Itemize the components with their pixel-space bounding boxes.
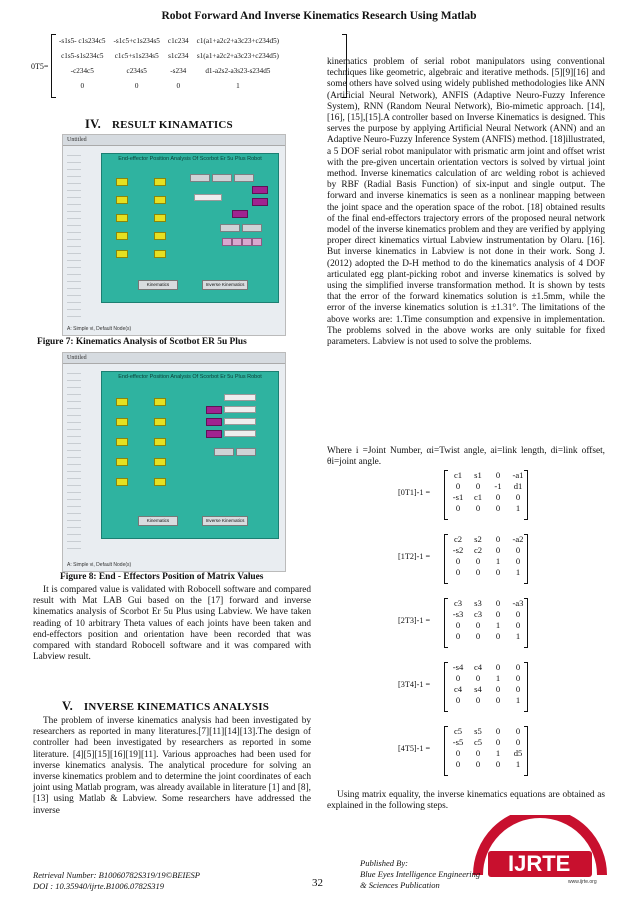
matrix-cell: c4 (473, 662, 483, 672)
matrix-cell: 1 (515, 567, 521, 577)
footer-left (33, 870, 200, 892)
position-readout (194, 194, 222, 201)
theta-input[interactable] (116, 250, 128, 258)
matrix-cell: c1 (453, 470, 463, 480)
matrix-cell: 0 (515, 726, 521, 736)
matrix-cell: 0 (475, 567, 481, 577)
matrix-cell: 0 (515, 556, 521, 566)
body-paragraph: The problem of inverse kinematics analysis had been investigated by researchers as reported in many literatures.[7][11][14][13].The design of controller had been investigated by researchers as reported in some literature. [4][5][15][16][19][11]. Various approaches had been used for inverse kinematics analysis. The analytical procedure for solving an inverse kinematics problem and to determine the joint coordinates of each joint using Matlab program, was already available in literature [1] and [8], [13] using Matlab & Labview. Some researchers have addressed the inverse (33, 716, 311, 816)
panel-title: End-effector Position Analysis Of Scorbot Er 5u Plus Robot (118, 374, 262, 380)
matrix-cell: 0 (495, 609, 501, 619)
matrix-cell: c234s5 (126, 67, 147, 76)
matrix-cell: -s234 (170, 67, 187, 76)
section-title: INVERSE KINEMATICS ANALYSIS (83, 701, 270, 713)
matrix-indicator (252, 198, 268, 206)
matrix-cell: 0 (455, 503, 461, 513)
analysis-panel (101, 371, 279, 539)
matrix-cell: 0 (495, 726, 501, 736)
matrix-cell: -c234c5 (70, 67, 94, 76)
matrix-cell: s2 (474, 534, 482, 544)
matrix-cell: 0 (80, 82, 85, 91)
matrix-cell (222, 238, 232, 246)
published-by: Published By: (360, 858, 408, 868)
matrix-cell: 0 (455, 695, 461, 705)
matrix-cell: 1 (515, 503, 521, 513)
theta-input[interactable] (154, 250, 166, 258)
matrix-cell: d5 (513, 748, 523, 758)
matrix-cell: 0 (475, 620, 481, 630)
theta-input[interactable] (116, 418, 128, 426)
inverse-matrix-equation (398, 594, 538, 654)
matrix-cell: 0 (515, 662, 521, 672)
footer-right (360, 858, 480, 891)
matrix-cell: 0 (475, 695, 481, 705)
matrix-cell: d1 (513, 481, 523, 491)
running-header: Robot Forward And Inverse Kinematics Research Using Matlab (161, 10, 477, 22)
analysis-panel (101, 153, 279, 303)
matrix-cell: -s1 (452, 492, 464, 502)
window-titlebar: Untitled (63, 353, 285, 364)
transform-matrix-0T5 (31, 32, 331, 104)
matrix-cell: 0 (475, 759, 481, 769)
theta-input[interactable] (116, 438, 128, 446)
matrix-label: 0T5= (31, 62, 49, 71)
section-number: V. (62, 699, 73, 713)
matrix-cell: 0 (455, 556, 461, 566)
matrix-cell: 0 (515, 620, 521, 630)
matrix-cell: 0 (495, 631, 501, 641)
status-bar: A: Simple vi, Default Node(s) (67, 326, 132, 332)
theta-input[interactable] (116, 232, 128, 240)
matrix-cell: 0 (495, 567, 501, 577)
theta-input[interactable] (154, 398, 166, 406)
inverse-matrix-equation (398, 530, 538, 590)
position-readout (224, 394, 256, 401)
body-paragraph: Using matrix equality, the inverse kinematics equations are obtained as explained in the following steps. (327, 790, 605, 812)
matrix-cell: -s1s5- c1s234c5 (59, 37, 106, 46)
theta-input[interactable] (154, 418, 166, 426)
kinematics-button[interactable]: Kinematics (138, 280, 178, 290)
publisher-line: & Sciences Publication (360, 880, 440, 890)
matrix-cell: 0 (475, 631, 481, 641)
matrix-cell: c5 (453, 726, 463, 736)
matrix-cell: s1 (474, 470, 482, 480)
retrieval-number: Retrieval Number: B10060782S319/19©BEIESP (33, 870, 200, 880)
matrix-table (448, 662, 528, 706)
matrix-cell: 0 (495, 684, 501, 694)
matrix-cell: 0 (515, 609, 521, 619)
status-bar: A: Simple vi, Default Node(s) (67, 562, 132, 568)
matrix-cell: c2 (473, 545, 483, 555)
matrix-cell: 0 (495, 545, 501, 555)
matrix-cell: -s4 (452, 662, 464, 672)
matrix-cell: 0 (515, 737, 521, 747)
matrix-cell: c1 (473, 492, 483, 502)
matrix-cell: c3 (453, 598, 463, 608)
inverse-matrix-equation (398, 658, 538, 718)
matrix-label: [0T1]-1 = (398, 488, 431, 497)
value-indicator (220, 224, 240, 232)
matrix-cell: 0 (495, 492, 501, 502)
matrix-label: [4T5]-1 = (398, 744, 431, 753)
matrix-cell: 0 (495, 662, 501, 672)
matrix-cell: d1-a2s2-a3s23-s234d5 (205, 67, 271, 76)
logo-abbr: IJRTE (508, 851, 571, 876)
theta-input[interactable] (116, 458, 128, 466)
matrix-cell: 0 (515, 684, 521, 694)
matrix-cell: s1(a1+a2c2+a3c23+c234d5) (196, 52, 279, 61)
theta-input[interactable] (154, 178, 166, 186)
matrix-table (448, 470, 528, 514)
matrix-label: [3T4]-1 = (398, 680, 431, 689)
matrix-cell: 0 (495, 695, 501, 705)
matrix-cell: c1c5+s1s234s5 (114, 52, 159, 61)
matrix-cell: 0 (475, 748, 481, 758)
value-indicator (236, 448, 256, 456)
grid-strip (67, 367, 81, 553)
position-readout (224, 418, 256, 425)
matrix-cell: 0 (495, 598, 501, 608)
matrix-cell: 1 (495, 556, 501, 566)
matrix-cell: 0 (495, 534, 501, 544)
grid-strip (67, 149, 81, 317)
matrix-cell: s1c234 (168, 52, 189, 61)
matrix-cell: 0 (475, 481, 481, 491)
kinematics-button[interactable]: Kinematics (138, 516, 178, 526)
theta-input[interactable] (116, 178, 128, 186)
matrix-cell (252, 238, 262, 246)
matrix-cell: c1(a1+a2c2+a3c23+c234d5) (196, 37, 280, 46)
inverse-kinematics-button[interactable]: Inverse Kinematics (202, 280, 248, 290)
theta-input[interactable] (154, 478, 166, 486)
section-number: IV. (85, 117, 102, 131)
matrix-cell: 0 (515, 673, 521, 683)
matrix-label: [1T2]-1 = (398, 552, 431, 561)
window-titlebar: Untitled (63, 135, 285, 146)
matrix-cell: 1 (495, 673, 501, 683)
matrix-cell: 0 (515, 492, 521, 502)
figure-7-screenshot (62, 134, 286, 336)
ijrte-logo (470, 815, 610, 885)
theta-input[interactable] (154, 458, 166, 466)
theta-input[interactable] (116, 196, 128, 204)
matrix-cell: c4 (453, 684, 463, 694)
matrix-cell: -s5 (452, 737, 464, 747)
value-indicator (190, 174, 210, 182)
matrix-cell: s5 (474, 726, 482, 736)
theta-input[interactable] (116, 398, 128, 406)
position-readout (224, 406, 256, 413)
matrix-cell: 0 (455, 759, 461, 769)
doi: DOI : 10.35940/ijrte.B1006.0782S319 (33, 881, 165, 891)
position-readout (224, 430, 256, 437)
matrix-cell: -s2 (452, 545, 464, 555)
matrix-cell: c3 (473, 609, 483, 619)
inverse-matrix-equation (398, 722, 538, 782)
matrix-cell: s3 (474, 598, 482, 608)
matrix-indicator (252, 186, 268, 194)
matrix-indicator (206, 418, 222, 426)
body-paragraph: It is compared value is validated with Robocell software and compared result with Mat LAB Gui based on the [17] forward and inverse kinematics analysis of Scorbot Er 5u Plus using Labview. We have taken reading of 10 arbitrary Theta values of each joints have been taken and end-effectors position and orientation have been recorded that was compared with standard Robocell software and it was compared with Labview result. (33, 585, 311, 663)
matrix-cell: c5 (473, 737, 483, 747)
theta-input[interactable] (154, 438, 166, 446)
matrix-cell: 1 (515, 759, 521, 769)
matrix-cell: c2 (453, 534, 463, 544)
matrix-cell: 0 (515, 545, 521, 555)
matrix-cell: -a2 (512, 534, 524, 544)
value-indicator (214, 448, 234, 456)
theta-input[interactable] (154, 232, 166, 240)
matrix-cell: 0 (495, 737, 501, 747)
matrix-cell: 1 (495, 748, 501, 758)
matrix-cell: 0 (455, 567, 461, 577)
figure-8-screenshot (62, 352, 286, 572)
section-heading-iv (85, 117, 233, 132)
matrix-cell: 0 (455, 620, 461, 630)
matrix-table (448, 534, 528, 578)
matrix-cell: 0 (495, 470, 501, 480)
theta-input[interactable] (154, 196, 166, 204)
theta-input[interactable] (116, 214, 128, 222)
matrix-cell: 0 (455, 748, 461, 758)
matrix-cell: 0 (455, 631, 461, 641)
logo-url: www.ijrte.org (568, 879, 597, 885)
matrix-cell: -s3 (452, 609, 464, 619)
matrix-indicator (232, 210, 248, 218)
figure-8-caption: Figure 8: End - Effectors Position of Matrix Values (60, 572, 264, 582)
matrix-cell: 1 (515, 631, 521, 641)
matrix-indicator (206, 430, 222, 438)
matrix-cell: c1s5-s1s234c5 (61, 52, 104, 61)
body-paragraph: kinematics problem of serial robot manipulators using conventional techniques like geometric, algebraic and iterative methods. [5][9][16] and some others have solved using widely published methodologies like ANN (Artificial Neural Network), ANFIS (Adaptive Neuro-Fuzzy Inference System), RNN (Random Neural Network), Bio-mimetic approach. [14], [16], [15],[15].A controller based on Inverse Kinematics is designed. This serves the purpose by applying Artificial Neural Network (ANN) and an Adaptive Neuro-Fuzzy Inference System (ANFIS) method. [18]illustrated, a 5 DOF serial robot manipulator with prismatic arm joint and offset wrist with the pre-given uncertain orientation vectors is solved by virtual joint method. Inverse kinematics calculation of arc welding robot is achieved by RBF (Radial Basis Function) of six-input and single output. The forward and inverse kinematics is seen as a nonlinear mapping between the joint space and the operation space of the robot. [18] obtained results of the final end-effectors trajectory errors of the proposed neural network model of the inverse kinematics problem and they are verified by applying proper direct kinematics virtual Labview instrumentation by Olaru. [16]. But inverse kinematics in Labview is not done in their work. Song J. (2012) adopted the D-H method to do the kinematics analysis of 4 DOF articulated egg plant-picking robot and inverse kinematics is solved by using the simplified inverse transformation method. It is shown by tests that the error of the forward kinematics solution is ±1.5mm, while the error of the inverse kinematics solution is ±1.31°. The limitations of the above works are: 1.Time consumption and expensive in implementation. The problems solved in the above works are only suitable for fixed parameters. Labview is not used to solve the problems. (327, 57, 605, 348)
matrix-cell: 0 (455, 481, 461, 491)
matrix-indicator (206, 406, 222, 414)
matrix-table (55, 34, 283, 94)
theta-input[interactable] (154, 214, 166, 222)
matrix-cell: 0 (475, 673, 481, 683)
matrix-cell: s4 (474, 684, 482, 694)
publisher-line: Blue Eyes Intelligence Engineering (360, 869, 481, 879)
matrix-cell: 1 (236, 82, 240, 91)
matrix-cell: 0 (134, 82, 139, 91)
matrix-cell: 0 (475, 556, 481, 566)
panel-title: End-effector Position Analysis Of Scorbot Er 5u Plus Robot (118, 156, 262, 162)
figure-7-caption: Figure 7: Kinematics Analysis of Scotbot ER 5u Plus (37, 337, 247, 347)
value-indicator (242, 224, 262, 232)
matrix-cell: -s1c5+c1s234s5 (113, 37, 160, 46)
notation-paragraph: Where i =Joint Number, αi=Twist angle, ai=link length, di=link offset, θi=joint angle. (327, 446, 605, 468)
inverse-matrix-equation (398, 466, 538, 526)
matrix-table (448, 598, 528, 642)
matrix-table (448, 726, 528, 770)
page-number: 32 (312, 877, 323, 889)
matrix-cell: 0 (475, 503, 481, 513)
matrix-cell: -1 (494, 481, 502, 491)
matrix-cell: c1c234 (167, 37, 189, 46)
inverse-kinematics-button[interactable]: Inverse Kinematics (202, 516, 248, 526)
matrix-cell: -a1 (512, 470, 524, 480)
matrix-cell (232, 238, 242, 246)
value-indicator (234, 174, 254, 182)
section-title: RESULT KINAMATICS (111, 119, 233, 131)
value-indicator (212, 174, 232, 182)
matrix-cell: 0 (495, 759, 501, 769)
matrix-cell (242, 238, 252, 246)
theta-input[interactable] (116, 478, 128, 486)
matrix-cell: -a3 (512, 598, 524, 608)
matrix-cell: 0 (455, 673, 461, 683)
matrix-label: [2T3]-1 = (398, 616, 431, 625)
section-heading-v (62, 699, 269, 714)
matrix-cell: 1 (515, 695, 521, 705)
matrix-cell: 0 (495, 503, 501, 513)
matrix-cell: 1 (495, 620, 501, 630)
matrix-cell: 0 (176, 82, 181, 91)
